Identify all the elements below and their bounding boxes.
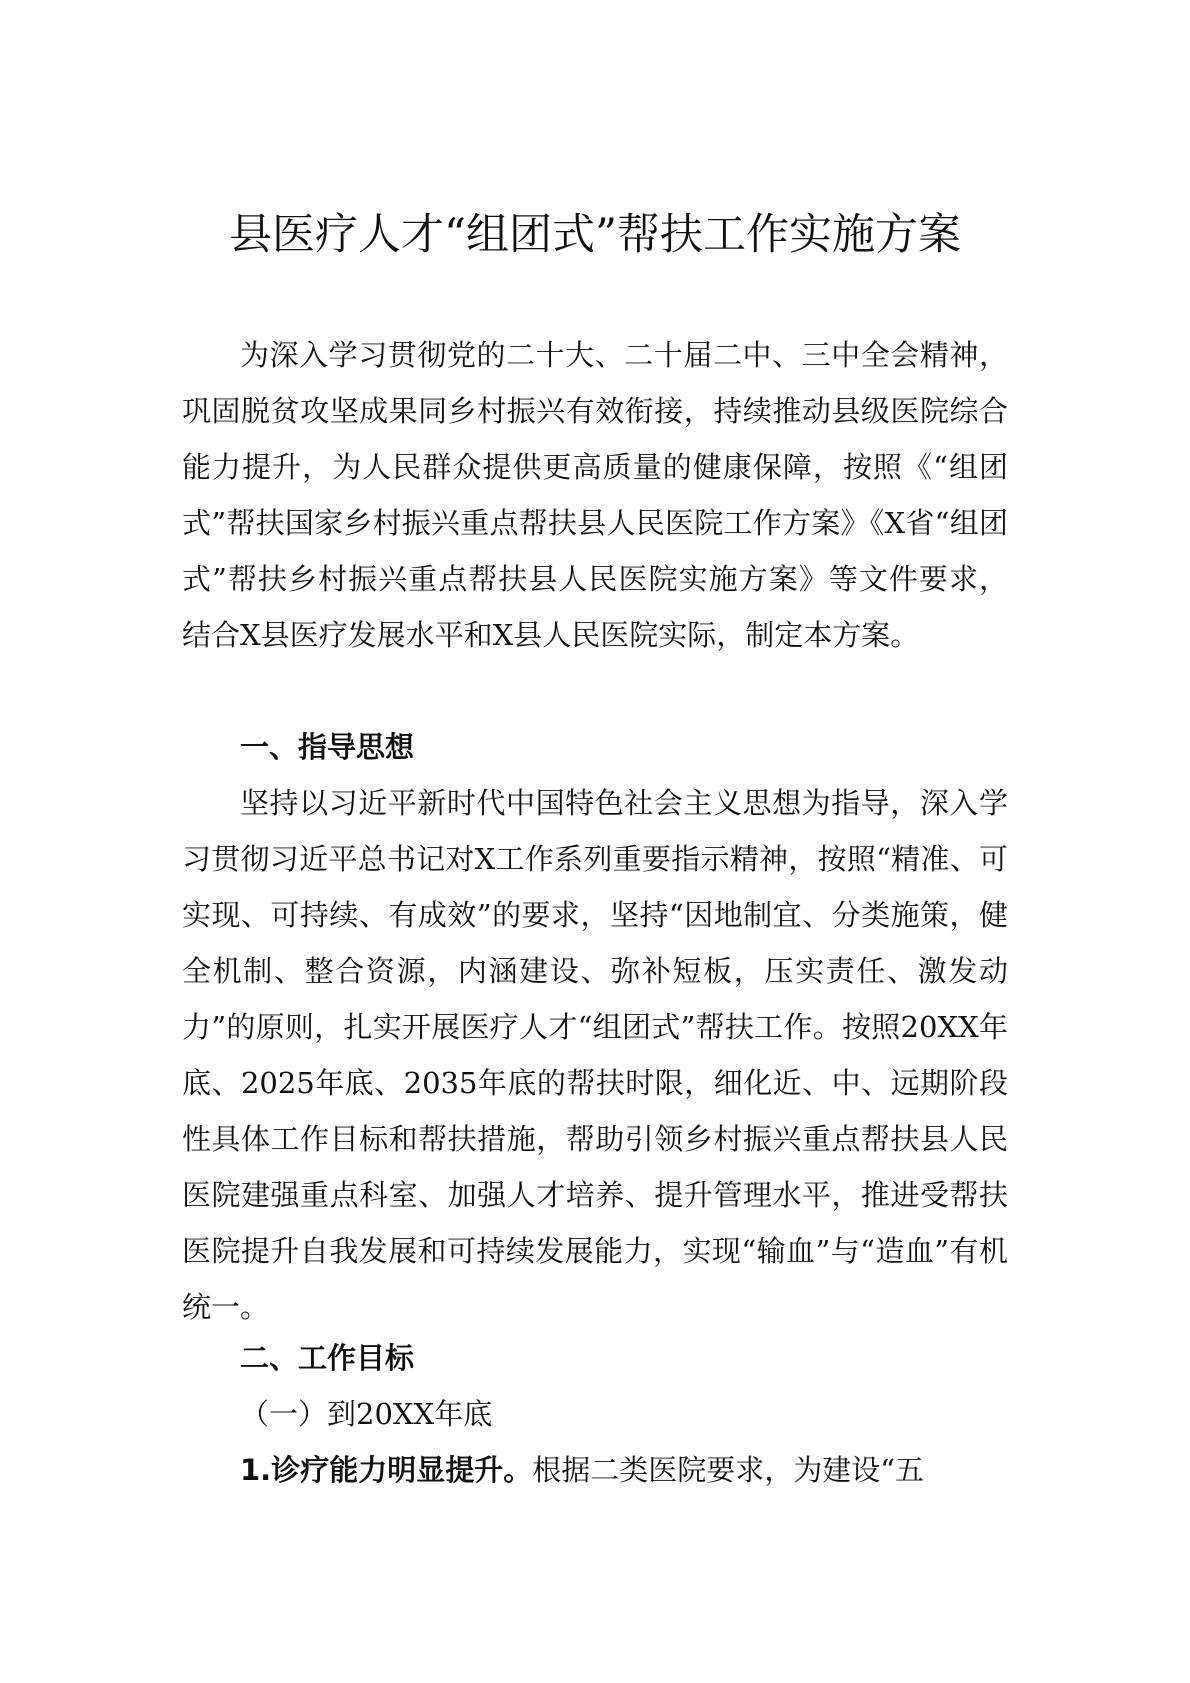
- goal-item-1-lead: 1.诊疗能力明显提升。: [240, 1453, 533, 1487]
- section-heading-work-goals: 二、工作目标: [240, 1341, 415, 1375]
- guiding-ideology-paragraph: 坚持以习近平新时代中国特色社会主义思想为指导，深入学习贯彻习近平总书记对X工作系列重要指示精神，按照“精准、可实现、可持续、有成效”的要求，坚持“因地制宜、分类施策，健全机制、整合资源，内涵建设、弥补短板，压实责任、激发动力”的原则，扎实开展医疗人才“组团式”帮扶工作。按照20XX年底、2025年底、2035年底的帮扶时限，细化近、中、远期阶段性具体工作目标和帮扶措施，帮助引领乡村振兴重点帮扶县人民医院建强重点科室、加强人才培养、提升管理水平，推进受帮扶医院提升自我发展和可持续发展能力，实现“输血”与“造血”有机统一。: [182, 786, 1008, 1324]
- document-title: 县医疗人才“组团式”帮扶工作实施方案: [229, 210, 961, 260]
- intro-paragraph: 为深入学习贯彻党的二十大、二十届二中、三中全会精神，巩固脱贫攻坚成果同乡村振兴有效衔接，持续推动县级医院综合能力提升，为人民群众提供更高质量的健康保障，按照《“组团式”帮扶国家乡村振兴重点帮扶县人民医院工作方案》《X省“组团式”帮扶乡村振兴重点帮扶县人民医院实施方案》等文件要求，结合X县医疗发展水平和X县人民医院实际，制定本方案。: [182, 338, 1008, 652]
- section-heading-guiding-ideology: 一、指导思想: [240, 730, 415, 764]
- subsection-heading-by-year-end: （一）到20XX年底: [240, 1397, 493, 1431]
- goal-item-1: [240, 1442, 1008, 1498]
- goal-item-1-text: 根据二类医院要求，为建设“五: [532, 1453, 925, 1487]
